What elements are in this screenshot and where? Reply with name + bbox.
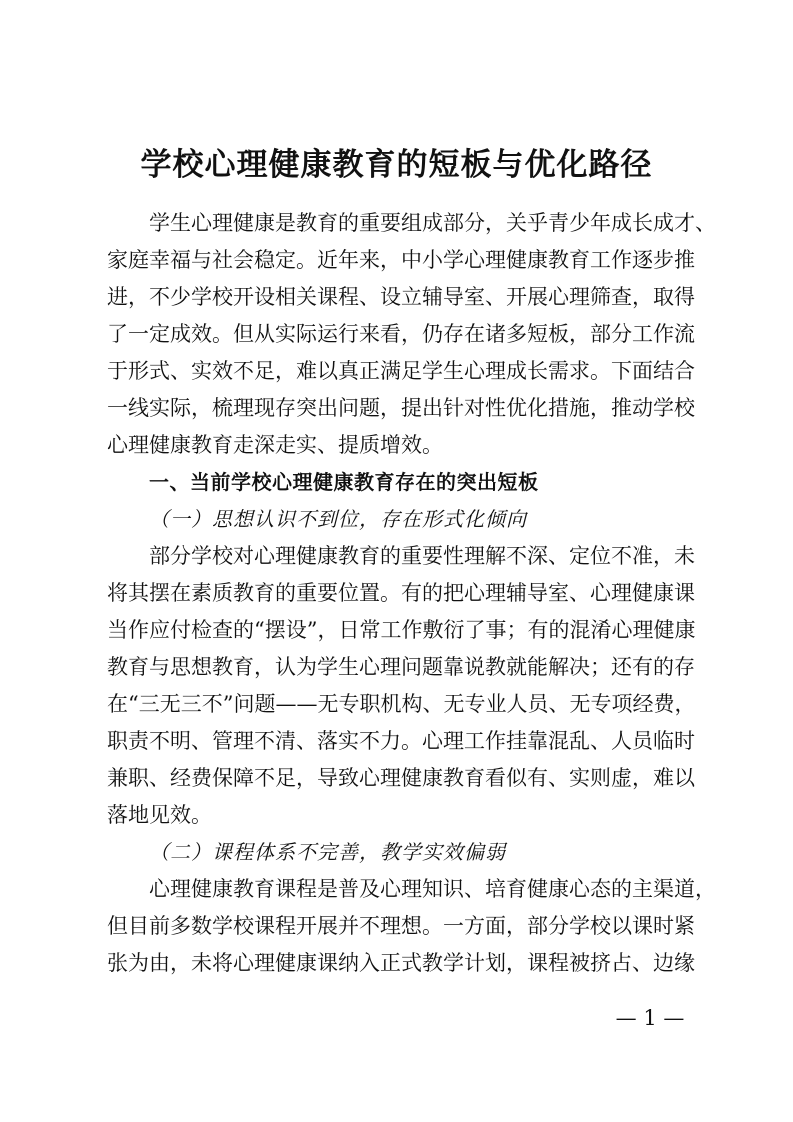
section-heading: 一、当前学校心理健康教育存在的突出短板 [149,470,539,494]
paragraph-line: 进，不少学校开设相关课程、设立辅导室、开展心理筛查，取得 [107,285,695,309]
paragraph-line: 落地见效。 [107,803,212,827]
paragraph-line: 部分学校对心理健康教育的重要性理解不深、定位不准，未 [149,544,695,568]
paragraph-line: 将其摆在素质教育的重要位置。有的把心理辅导室、心理健康课 [107,581,695,605]
paragraph-line: 职责不明、管理不清、落实不力。心理工作挂靠混乱、人员临时 [107,729,695,753]
paragraph-line: 家庭幸福与社会稳定。近年来，中小学心理健康教育工作逐步推 [107,248,695,272]
subsection-heading: （一）思想认识不到位，存在形式化倾向 [149,507,527,531]
document-title: 学校心理健康教育的短板与优化路径 [140,147,653,183]
paragraph-line: 兼职、经费保障不足，导致心理健康教育看似有、实则虚，难以 [107,766,695,790]
paragraph-line: 心理健康教育课程是普及心理知识、培育健康心态的主渠道， [149,877,716,901]
paragraph-line: 教育与思想教育，认为学生心理问题靠说教就能解决；还有的存 [107,655,695,679]
subsection-heading: （二）课程体系不完善，教学实效偏弱 [149,840,506,864]
paragraph-line: 一线实际，梳理现存突出问题，提出针对性优化措施，推动学校 [107,396,695,420]
page-number: — 1 — [615,1006,685,1030]
paragraph-line: 但目前多数学校课程开展并不理想。一方面，部分学校以课时紧 [107,914,695,938]
paragraph-line: 在“三无三不”问题——无专职机构、无专业人员、无专项经费， [107,692,696,716]
paragraph-line: 学生心理健康是教育的重要组成部分，关乎青少年成长成才、 [149,211,716,235]
paragraph-line: 当作应付检查的“摆设”，日常工作敷衍了事；有的混淆心理健康 [107,618,696,642]
paragraph-line: 张为由，未将心理健康课纳入正式教学计划，课程被挤占、边缘 [107,951,695,975]
paragraph-line: 心理健康教育走深走实、提质增效。 [107,433,443,457]
paragraph-line: 了一定成效。但从实际运行来看，仍存在诸多短板，部分工作流 [107,322,695,346]
paragraph-line: 于形式、实效不足，难以真正满足学生心理成长需求。下面结合 [107,359,695,383]
